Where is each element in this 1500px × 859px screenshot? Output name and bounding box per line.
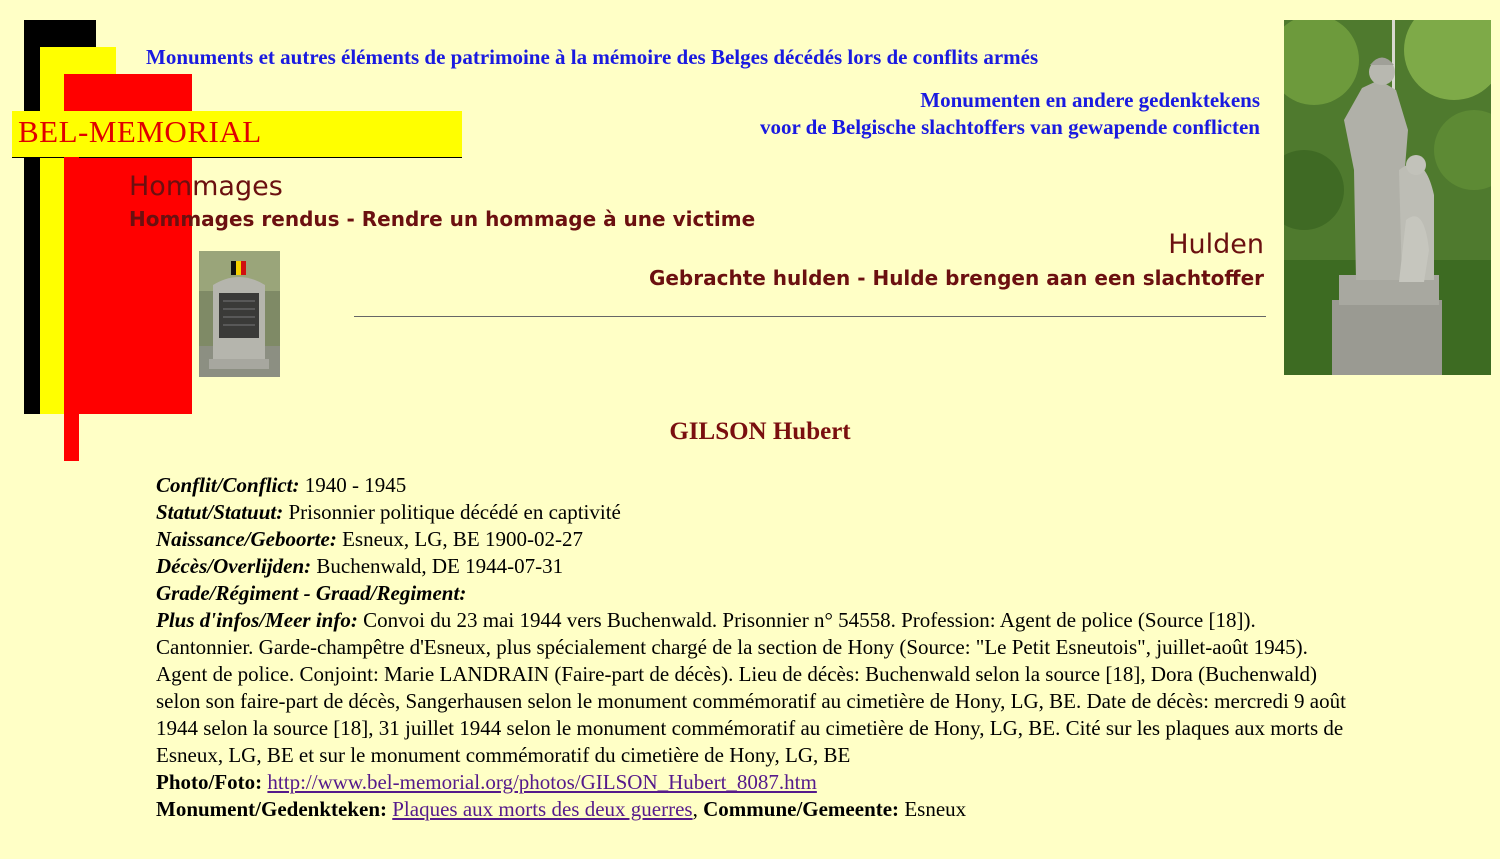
logo-flag-red-strip	[64, 157, 79, 461]
grave-plaque-image	[199, 251, 280, 377]
section-subtitle-fr: Hommages rendus - Rendre un hommage à une victime	[129, 207, 756, 231]
photo-link[interactable]: http://www.bel-memorial.org/photos/GILSON_Hubert_8087.htm	[267, 770, 817, 794]
info-row	[156, 607, 1356, 769]
statue-image	[1284, 20, 1491, 375]
conflict-row	[156, 472, 1356, 499]
section-title-fr: Hommages	[129, 171, 283, 202]
birth-label: Naissance/Geboorte:	[156, 527, 337, 551]
death-row	[156, 553, 1356, 580]
rank-label: Grade/Régiment - Graad/Regiment:	[156, 581, 467, 605]
status-row	[156, 499, 1356, 526]
war-memorial-statue-photo[interactable]	[1284, 20, 1491, 375]
info-label: Plus d'infos/Meer info:	[156, 608, 358, 632]
monument-row	[156, 796, 1356, 823]
birth-row	[156, 526, 1356, 553]
header-title-nl	[760, 87, 1260, 141]
monument-link[interactable]: Plaques aux morts des deux guerres	[392, 797, 693, 821]
commune-value: Esneux	[904, 797, 967, 821]
header-title-fr: Monuments et autres éléments de patrimoine à la mémoire des Belges décédés lors de conflits armés	[146, 45, 1039, 69]
info-value: Convoi du 23 mai 1944 vers Buchenwald. Prisonnier n° 54558. Profession: Agent de police (Source [18]). Cantonnier. Garde-champêtre d'Esneux, plus spécialement chargé de la section de Hony (Source: "Le Petit Esneutois", juillet-août 1945). Agent de police. Conjoint: Marie LANDRAIN (Faire-part de décès). Lieu de décès: Buchenwald selon la source [18], Dora (Buchenwald) selon son faire-part de décès, Sangerhausen selon le monument commémoratif au cimetière de Hony, LG, BE. Date de décès: mercredi 9 août 1944 selon la source [18], 31 juillet 1944 selon le monument commémoratif au cimetière de Hony, LG, BE. Cité sur les plaques aux morts de Esneux, LG, BE et sur le monument commémoratif du cimetière de Hony, LG, BE	[156, 608, 1346, 767]
person-details	[156, 472, 1356, 823]
death-label: Décès/Overlijden:	[156, 554, 312, 578]
header-title-nl-line2: voor de Belgische slachtoffers van gewapende conflicten	[759, 115, 1260, 139]
section-title-nl: Hulden	[1168, 229, 1264, 260]
photo-label: Photo/Foto:	[156, 770, 263, 794]
rank-row	[156, 580, 1356, 607]
commune-label: Commune/Gemeente:	[703, 797, 900, 821]
person-name: GILSON Hubert	[669, 418, 851, 445]
photo-row	[156, 769, 1356, 796]
monument-separator: ,	[692, 797, 698, 821]
monument-label: Monument/Gedenkteken:	[156, 797, 387, 821]
grave-plaque-thumbnail[interactable]	[199, 251, 280, 377]
birth-value: Esneux, LG, BE 1900-02-27	[342, 527, 583, 551]
header-divider	[354, 316, 1266, 317]
header-title-nl-line1: Monumenten en andere gedenktekens	[920, 88, 1260, 112]
section-subtitle-nl: Gebrachte hulden - Hulde brengen aan een slachtoffer	[648, 266, 1264, 290]
death-value: Buchenwald, DE 1944-07-31	[316, 554, 564, 578]
logo-text[interactable]: BEL-MEMORIAL	[18, 114, 262, 149]
conflict-value: 1940 - 1945	[304, 473, 407, 497]
status-value: Prisonnier politique décédé en captivité	[288, 500, 621, 524]
status-label: Statut/Statuut:	[156, 500, 284, 524]
conflict-label: Conflit/Conflict:	[156, 473, 300, 497]
